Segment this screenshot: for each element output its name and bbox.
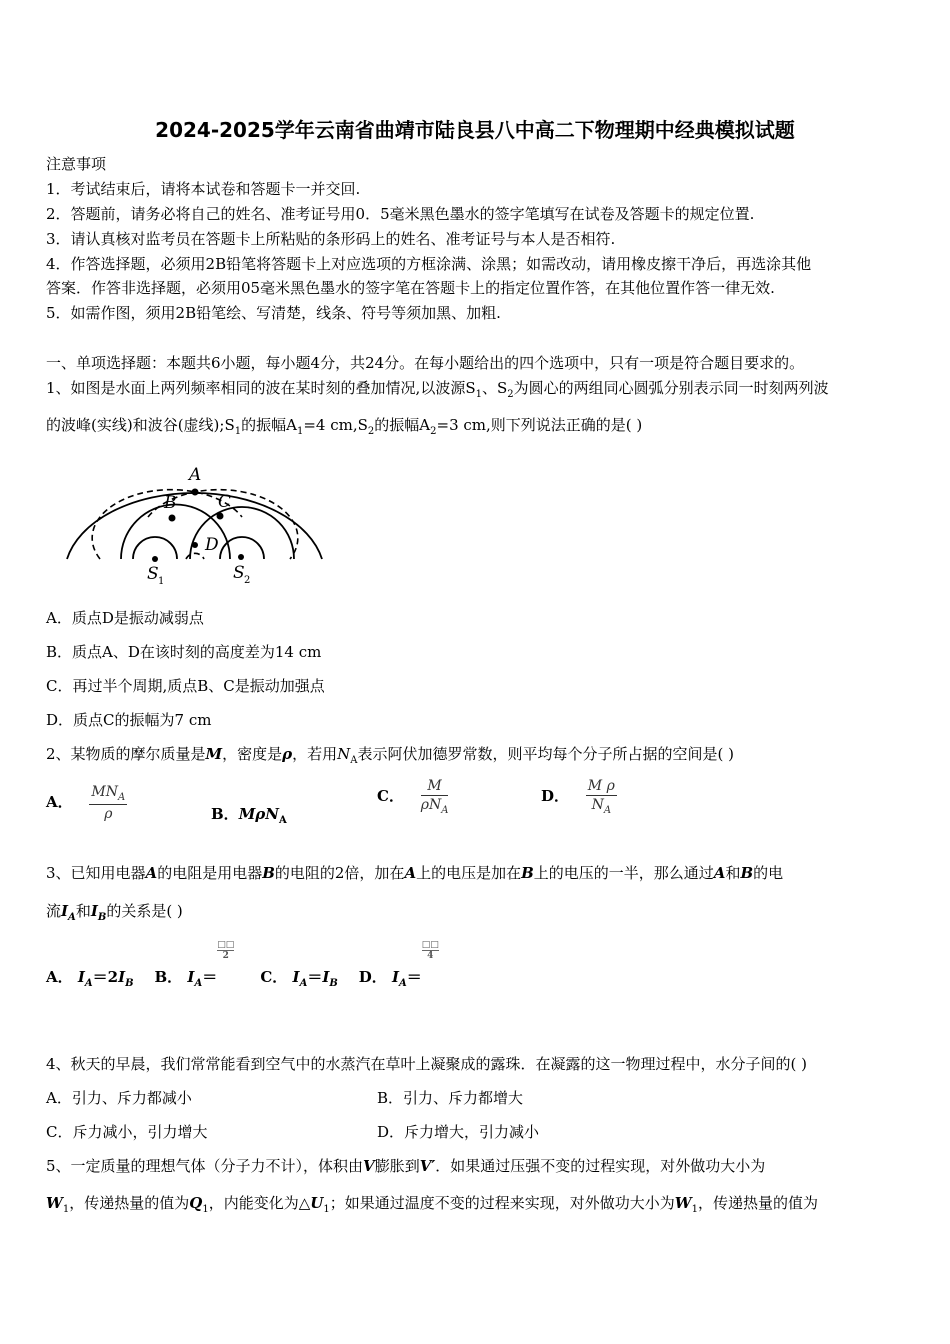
source-s1	[152, 556, 158, 562]
source-s2	[238, 554, 244, 560]
q5-stem-line1: 5、一定质量的理想气体（分子力不计），体积由V膨胀到V′．如果通过压强不变的过程实现，对外做功大小为	[46, 1157, 766, 1175]
q5-stem-line2: $W_1$，传递热量的值为$Q_1$，内能变化为$\triangle U_1$；如果通过温度不变的过程来实现，对外做功大小为$W_1$，传递热量的值为	[46, 1194, 818, 1215]
q1-option-c: C．再过半个周期,质点B、C是振动加强点	[46, 677, 325, 695]
svg-text:2: 2	[244, 575, 251, 586]
q1-stem-line2: 的波峰(实线)和波谷(虚线)$;S_1$的振幅$A_1=4$ $cm,S_2$的振幅$A_2=3$ cm,则下列说法正确的是( )	[46, 416, 643, 437]
wave-interference-figure	[60, 462, 330, 590]
q3-stem-line1: 3、已知用电器A的电阻是用电器B的电阻的2倍，加在A上的电压是加在B上的电压的一半，那么通过A和B的电	[46, 864, 784, 882]
label-c: C	[218, 492, 232, 512]
q2-option-d: D． $\frac{\text{M ρ}}{N_A}$	[541, 778, 615, 816]
label-d: D	[205, 535, 219, 555]
notice-item-1: 1．考试结束后，请将本试卷和答题卡一并交回.	[46, 180, 361, 198]
center-trough-arc	[186, 553, 204, 559]
label-b: B	[164, 493, 177, 513]
s1-inner-arc	[133, 537, 177, 559]
q4-option-c: C．斥力减小，引力增大	[46, 1123, 208, 1141]
label-a: A	[189, 465, 202, 485]
q3-stem-line2: 流$I_A$和$I_B$的关系是( )	[46, 902, 183, 923]
notice-heading: 注意事项	[46, 155, 107, 173]
q2-option-c: C． $\frac{M}{\rho N_A}$	[377, 778, 449, 816]
q4-option-b: B．引力、斥力都增大	[377, 1089, 524, 1107]
notice-item-4-cont: 答案．作答非选择题，必须用05毫米黑色墨水的签字笔在答题卡上的指定位置作答，在其他位置作答一律无效.	[46, 279, 775, 297]
point-b	[169, 515, 176, 522]
q4-option-d: D．斥力增大，引力减小	[377, 1123, 540, 1141]
q4-stem: 4、秋天的早晨，我们常常能看到空气中的水蒸汽在草叶上凝聚成的露珠．在凝露的这一物理过程中，水分子间的( )	[46, 1055, 808, 1073]
q2-option-b: B．MρN$_A$	[211, 805, 287, 826]
q1-option-d: D．质点C的振幅为7 cm	[46, 711, 212, 729]
point-a	[192, 489, 199, 496]
q1-option-a: A．质点D是振动减弱点	[46, 609, 204, 627]
q1-option-b: B．质点A、D在该时刻的高度差为14 cm	[46, 643, 322, 661]
outer-crest-arc	[67, 493, 322, 559]
point-c	[217, 513, 224, 520]
q2-stem: 2、某物质的摩尔质量是M，密度是ρ，若用$N_A$表示阿伏加德罗常数，则平均每个分子所占据的空间是( )	[46, 745, 735, 766]
notice-item-4: 4．作答选择题，必须用2B铅笔将答题卡上对应选项的方框涂满、涂黑；如需改动，请用橡皮擦干净后，再选涂其他	[46, 255, 812, 273]
notice-item-5: 5．如需作图，须用2B铅笔绘、写清楚，线条、符号等须加黑、加粗.	[46, 304, 501, 322]
q3-options: A． $I_A=2I_B$ B． $I_A=$ □□ 2 C． $I_A=I_B$ D． $I_A=$ □□ 4	[46, 940, 439, 989]
point-d	[192, 542, 198, 548]
page-title: 2024-2025学年云南省曲靖市陆良县八中高二下物理期中经典模拟试题	[155, 118, 795, 142]
q4-option-a: A．引力、斥力都减小	[46, 1089, 192, 1107]
label-s1: S	[147, 564, 159, 584]
notice-item-3: 3．请认真核对监考员在答题卡上所粘贴的条形码上的姓名、准考证号与本人是否相符.	[46, 230, 616, 248]
label-s2: S	[233, 563, 245, 583]
notice-item-2: 2．答题前，请务必将自己的姓名、准考证号用0．5毫米黑色墨水的签字笔填写在试卷及答题卡的规定位置.	[46, 205, 755, 223]
q1-stem-line1: 1、如图是水面上两列频率相同的波在某时刻的叠加情况,以波源$S_1$、$S_2$为圆心的两组同心圆弧分别表示同一时刻两列波	[46, 379, 829, 400]
section-heading: 一、单项选择题：本题共6小题，每小题4分，共24分。在每小题给出的四个选项中，只有一项是符合题目要求的。	[46, 354, 805, 372]
q2-option-a: A． $\frac{MN_A}{\rho}$	[46, 784, 126, 822]
svg-text:1: 1	[158, 576, 165, 587]
